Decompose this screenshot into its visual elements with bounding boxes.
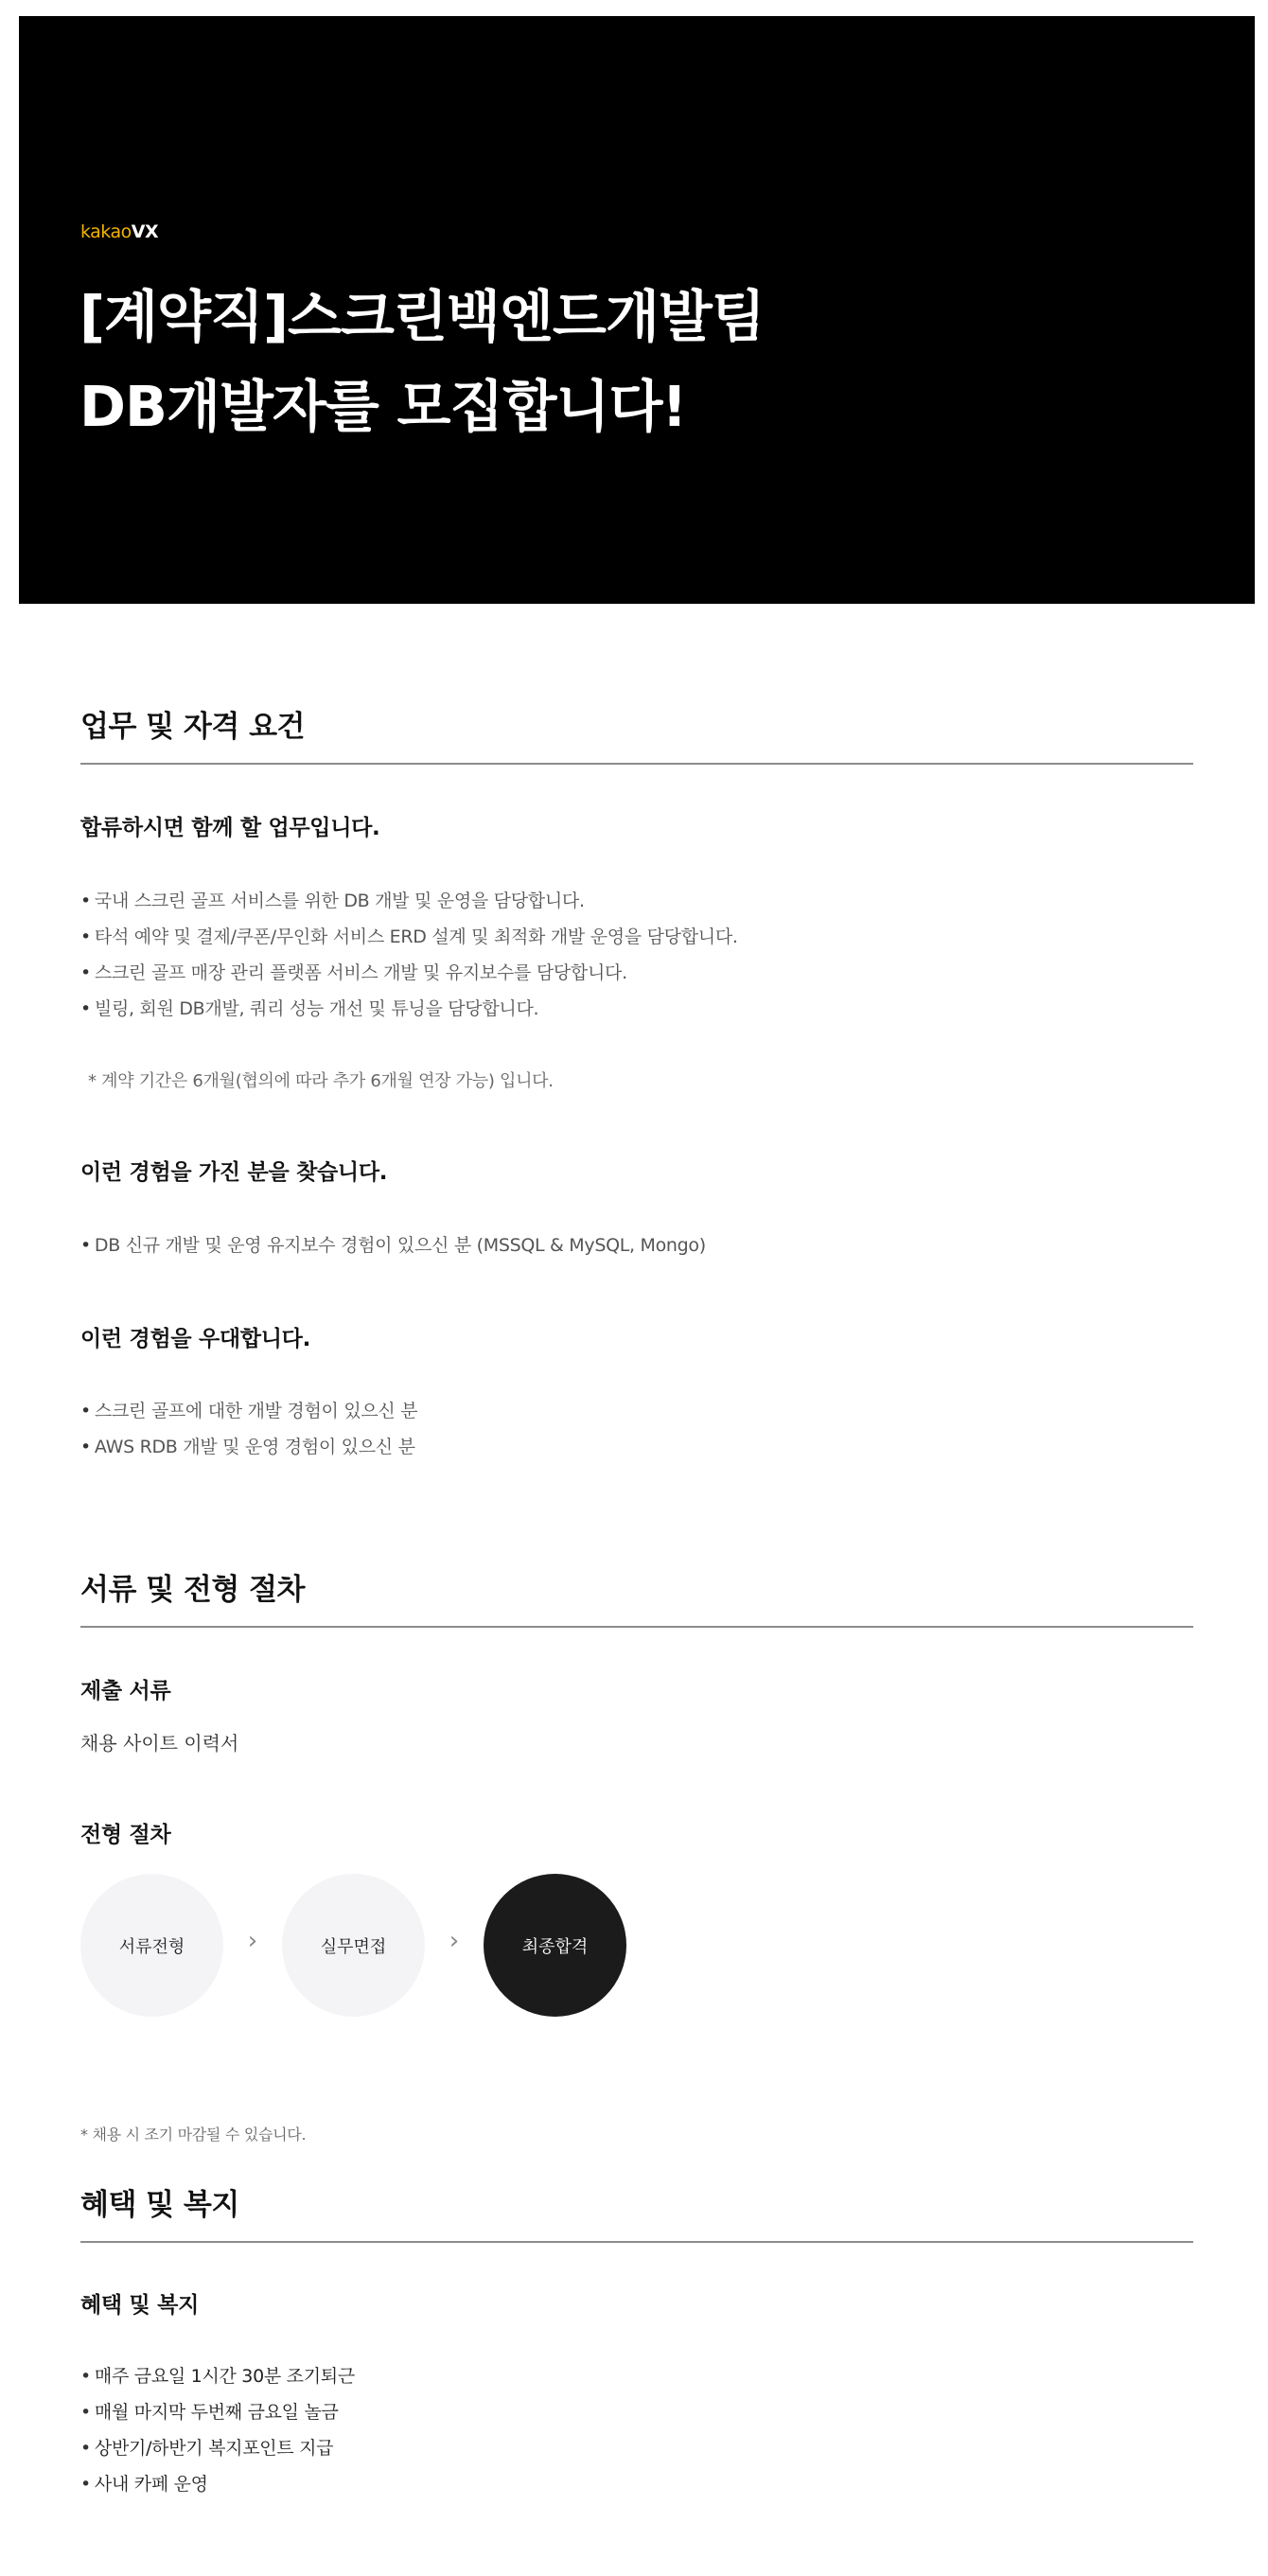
- documents-title: 제출 서류: [80, 1679, 171, 1703]
- section-title-requirements: 업무 및 자격 요건: [80, 710, 305, 744]
- list-item: • 사내 카페 운영: [80, 2466, 355, 2502]
- brand-logo: [80, 221, 158, 242]
- duties-list: [80, 883, 738, 1027]
- job-title-line-1: [계약직]스크린백엔드개발팀: [79, 284, 765, 349]
- list-item: • 상반기/하반기 복지포인트 지급: [80, 2430, 355, 2466]
- list-item: • 국내 스크린 골프 서비스를 위한 DB 개발 및 운영을 담당합니다.: [80, 883, 738, 919]
- required-title: 이런 경험을 가진 분을 찾습니다.: [80, 1160, 388, 1185]
- list-item: • DB 신규 개발 및 운영 유지보수 경험이 있으신 분 (MSSQL & MySQL, Mongo): [80, 1227, 706, 1263]
- list-item: • 매주 금요일 1시간 30분 조기퇴근: [80, 2358, 355, 2394]
- section-title-process: 서류 및 전형 절차: [80, 1573, 305, 1607]
- duties-title: 합류하시면 함께 할 업무입니다.: [80, 816, 380, 840]
- step-document-screening: 서류전형: [80, 1874, 223, 2017]
- job-title: [79, 272, 1168, 451]
- contract-note: * 계약 기간은 6개월(협의에 따라 추가 6개월 연장 가능) 입니다.: [88, 1071, 554, 1091]
- step-interview: 실무면접: [282, 1874, 425, 2017]
- list-item: • 스크린 골프에 대한 개발 경험이 있으신 분: [80, 1393, 417, 1429]
- process-title: 전형 절차: [80, 1823, 171, 1847]
- preferred-title: 이런 경험을 우대합니다.: [80, 1327, 311, 1351]
- brand-logo-kakao: kakao: [80, 221, 132, 242]
- section-title-benefits: 혜택 및 복지: [80, 2188, 239, 2222]
- hero-banner: [19, 16, 1255, 604]
- documents-value: 채용 사이트 이력서: [80, 1732, 239, 1755]
- chevron-right-icon: ›: [449, 1927, 460, 1955]
- section-divider: [80, 763, 1193, 765]
- preferred-list: [80, 1393, 417, 1465]
- section-divider: [80, 2241, 1193, 2243]
- brand-logo-vx: VX: [131, 221, 159, 242]
- list-item: • 매월 마지막 두번째 금요일 놀금: [80, 2394, 355, 2430]
- list-item: • 스크린 골프 매장 관리 플랫폼 서비스 개발 및 유지보수를 담당합니다.: [80, 955, 738, 991]
- job-title-line-2: DB개발자를 모집합니다!: [79, 374, 687, 439]
- required-list: [80, 1227, 706, 1263]
- section-divider: [80, 1626, 1193, 1628]
- benefits-list: [80, 2358, 355, 2502]
- early-close-note: * 채용 시 조기 마감될 수 있습니다.: [80, 2126, 307, 2144]
- step-final-pass: 최종합격: [484, 1874, 626, 2017]
- list-item: • 빌링, 회원 DB개발, 쿼리 성능 개선 및 튜닝을 담당합니다.: [80, 991, 738, 1027]
- list-item: • AWS RDB 개발 및 운영 경험이 있으신 분: [80, 1429, 417, 1465]
- list-item: • 타석 예약 및 결제/쿠폰/무인화 서비스 ERD 설계 및 최적화 개발 운영을 담당합니다.: [80, 919, 738, 955]
- benefits-title: 혜택 및 복지: [80, 2293, 200, 2318]
- chevron-right-icon: ›: [247, 1927, 258, 1955]
